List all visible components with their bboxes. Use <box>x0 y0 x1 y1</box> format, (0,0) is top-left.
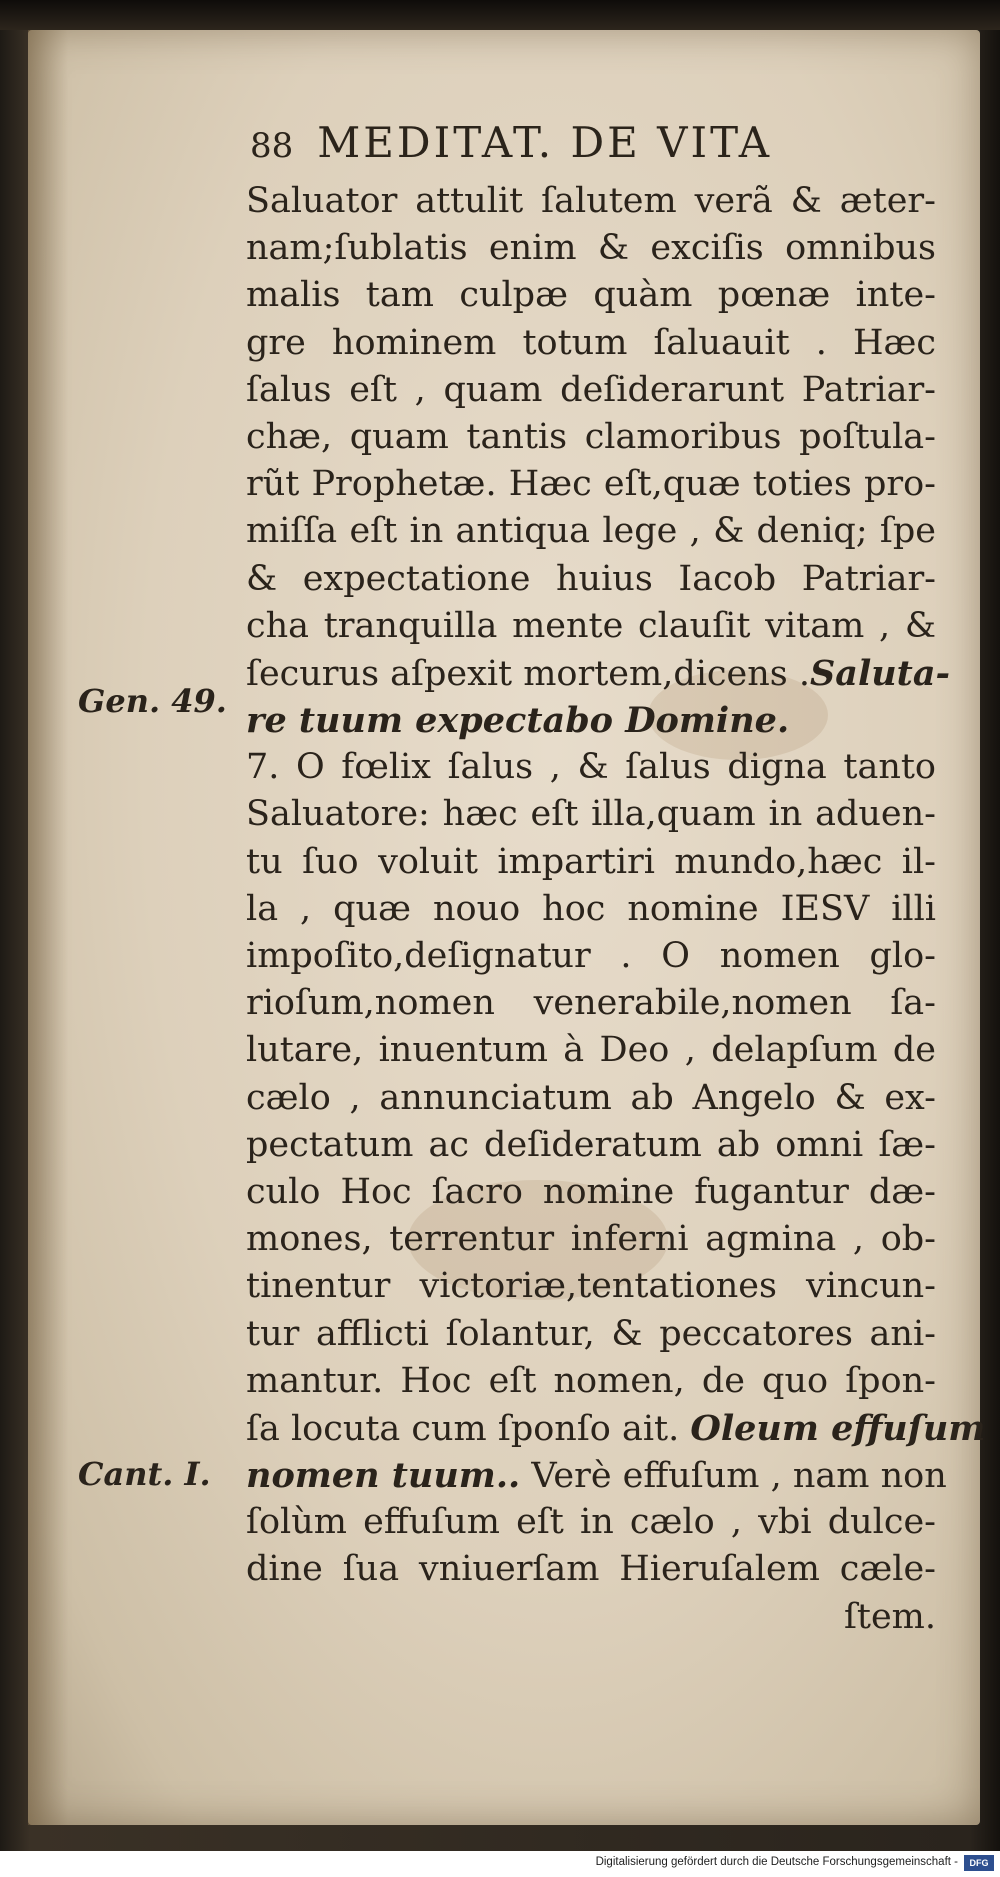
text-line: cha tranquilla mente clauſit vitam , & <box>246 605 936 646</box>
text-line: rũt Prophetæ. Hæc eſt,quæ toties pro- <box>246 464 936 505</box>
text-segment: ſa locuta cum ſponſo ait. <box>246 1408 691 1449</box>
text-line: dine ſua vniuerſam Hieruſalem cæle- <box>246 1549 936 1590</box>
text-line: la , quæ nouo hoc nomine IESV illi <box>246 888 936 929</box>
text-line: ſalus eſt , quam deſiderarunt Patriar- <box>246 369 936 410</box>
text-line: impoſito,deſignatur . O nomen glo- <box>246 936 936 976</box>
text-line: & expectatione huius Iacob Patriar- <box>246 558 936 599</box>
digitization-footer <box>0 1851 1000 1877</box>
text-line: mantur. Hoc eſt nomen, de quo ſpon- <box>246 1360 936 1401</box>
italic-quote: nomen tuum.. <box>246 1455 521 1497</box>
running-header <box>250 118 890 167</box>
text-line <box>246 1452 947 1499</box>
text-line <box>246 1405 986 1452</box>
text-line: Saluator attulit ſalutem verã & æter- <box>246 181 936 221</box>
text-line: malis tam culpæ quàm pœnæ inte- <box>246 275 936 316</box>
text-line: tur afflicti ſolantur, & peccatores ani- <box>246 1313 936 1354</box>
page-gutter-shadow <box>28 30 68 1825</box>
text-line: lutare, inuentum à Deo , delapſum de <box>246 1030 936 1071</box>
book-top-edge <box>0 0 1000 30</box>
text-line: culo Hoc ſacro nomine fugantur dæ- <box>246 1171 936 1212</box>
text-line: tu ſuo voluit impartiri mundo,hæc il- <box>246 841 936 882</box>
text-line <box>246 650 951 697</box>
italic-quote: Oleum effuſum <box>690 1407 986 1449</box>
text-segment: ſecurus aſpexit mortem,dicens . <box>246 653 810 694</box>
text-line: Saluatore: hæc eſt illa,quam in aduen- <box>246 794 936 835</box>
body-text <box>246 178 986 1641</box>
catchword: ſtem. <box>843 1596 936 1637</box>
text-line: chæ, quam tantis clamoribus poſtula- <box>246 416 936 457</box>
marginal-note-cant: Cant. I. <box>78 1455 211 1493</box>
running-title: MEDITAT. DE VITA <box>317 118 773 167</box>
text-line: mones, terrentur inferni agmina , ob- <box>246 1219 936 1260</box>
text-line: nam;ſublatis enim & exciſis omnibus <box>246 228 936 269</box>
marginal-note-gen: Gen. 49. <box>78 682 227 720</box>
text-line: cælo , annunciatum ab Angelo & ex- <box>246 1077 936 1118</box>
text-line: tinentur victoriæ,tentationes vincun- <box>246 1266 936 1307</box>
text-line: gre hominem totum ſaluauit . Hæc <box>246 322 936 363</box>
italic-quote: re tuum expectabo Domine. <box>246 700 790 742</box>
text-segment: Verè effuſum , nam non <box>520 1456 947 1497</box>
text-line: rioſum,nomen venerabile,nomen ſa- <box>246 983 936 1024</box>
text-line: ſolùm effuſum eſt in cælo , vbi dulce- <box>246 1502 936 1543</box>
text-line: miſſa eſt in antiqua lege , & deniq; ſpe <box>246 511 936 552</box>
page-number: 88 <box>250 126 294 166</box>
dfg-logo: DFG <box>964 1855 994 1871</box>
text-line: pectatum ac deſideratum ab omni ſæ- <box>246 1124 936 1165</box>
text-line <box>246 697 936 744</box>
italic-quote: Saluta- <box>809 652 951 694</box>
funding-credit: Digitalisierung gefördert durch die Deutsche Forschungsgemeinschaft - <box>595 1856 958 1868</box>
text-line: 7. O fœlix ſalus , & ſalus digna tanto <box>246 747 936 788</box>
